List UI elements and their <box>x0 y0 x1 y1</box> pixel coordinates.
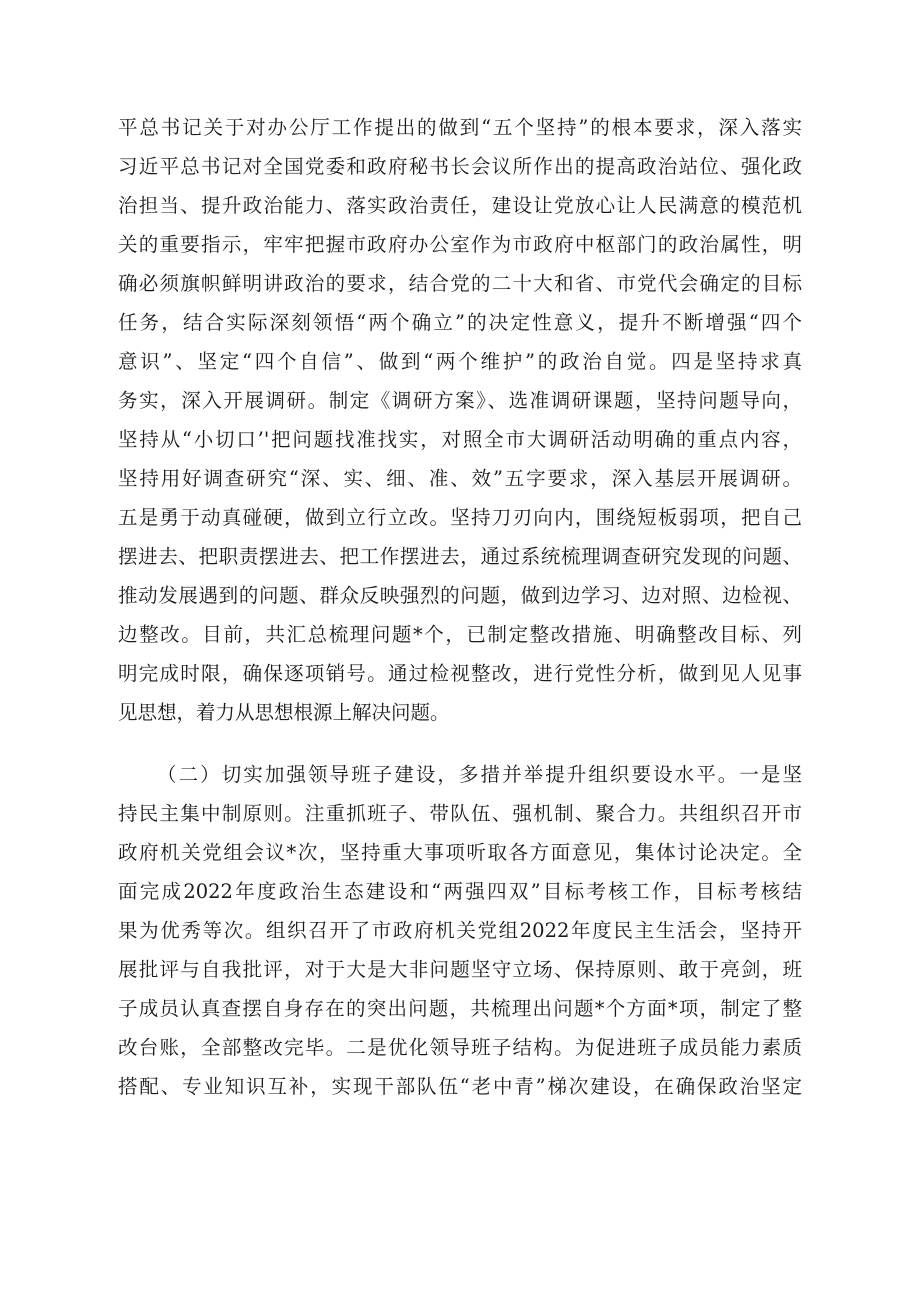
text-line: 坚持从“小切口’'把问题找准找实，对照全市大调研活动明确的重点内容， <box>118 428 802 451</box>
text-line: 推动发展遇到的问题、群众反映强烈的问题，做到边学习、边对照、边检视、 <box>118 584 802 607</box>
text-line: 务实，深入开展调研。制定《调研方案》、选准调研课题，坚持问题导向， <box>118 389 802 412</box>
text-line: 任务，结合实际深刻领悟“两个确立”的决定性意义，提升不断增强“四个 <box>118 311 802 334</box>
text-line: 平总书记关于对办公厅工作提出的做到“五个坚持”的根本要求，深入落实 <box>118 116 802 139</box>
text-line: 见思想，着力从思想根源上解决问题。 <box>118 701 450 724</box>
text-line: 展批评与自我批评，对于大是大非问题坚守立场、保持原则、敢于亮剑，班 <box>118 958 802 981</box>
text-line: 果为优秀等次。组织召开了市政府机关党组2022年度民主生活会，坚持开 <box>118 919 802 942</box>
text-line: 习近平总书记对全国党委和政府秘书长会议所作出的提高政治站位、强化政 <box>118 155 802 178</box>
text-line: 边整改。目前，共汇总梳理问题*个，已制定整改措施、明确整改目标、列 <box>118 623 802 646</box>
text-line: 搭配、专业知识互补，实现干部队伍“老中青”梯次建设，在确保政治坚定 <box>118 1075 802 1098</box>
text-line: 确必须旗帜鲜明讲政治的要求，结合党的二十大和省、市党代会确定的目标 <box>118 272 802 295</box>
text-line: 坚持用好调查研究“深、实、细、准、效”五字要求，深入基层开展调研。 <box>118 467 802 490</box>
section-heading-line: （二）切实加强领导班子建设，多措并举提升组织要设水平。一是坚 <box>157 763 802 786</box>
text-line: 五是勇于动真碰硬，做到立行立改。坚持刀刃向内，围绕短板弱项，把自己 <box>118 506 802 529</box>
text-line: 明完成时限，确保逐项销号。通过检视整改，进行党性分析，做到见人见事 <box>118 662 802 685</box>
text-line: 摆进去、把职责摆进去、把工作摆进去，通过系统梳理调查研究发现的问题、 <box>118 545 802 568</box>
text-line: 政府机关党组会议*次，坚持重大事项听取各方面意见，集体讨论决定。全 <box>118 841 802 864</box>
text-line: 持民主集中制原则。注重抓班子、带队伍、强机制、聚合力。共组织召开市 <box>118 802 802 825</box>
text-line: 治担当、提升政治能力、落实政治责任，建设让党放心让人民满意的模范机 <box>118 194 802 217</box>
text-line: 意识”、坚定“四个自信”、做到“两个维护”的政治自觉。四是坚持求真 <box>118 350 802 373</box>
text-line: 关的重要指示，牢牢把握市政府办公室作为市政府中枢部门的政治属性，明 <box>118 233 802 256</box>
text-line: 子成员认真查摆自身存在的突出问题，共梳理出问题*个方面*项，制定了整 <box>118 997 802 1020</box>
text-line: 改台账，全部整改完毕。二是优化领导班子结构。为促进班子成员能力素质 <box>118 1036 802 1059</box>
text-line: 面完成2022年度政治生态建设和“两强四双”目标考核工作，目标考核结 <box>118 880 802 903</box>
